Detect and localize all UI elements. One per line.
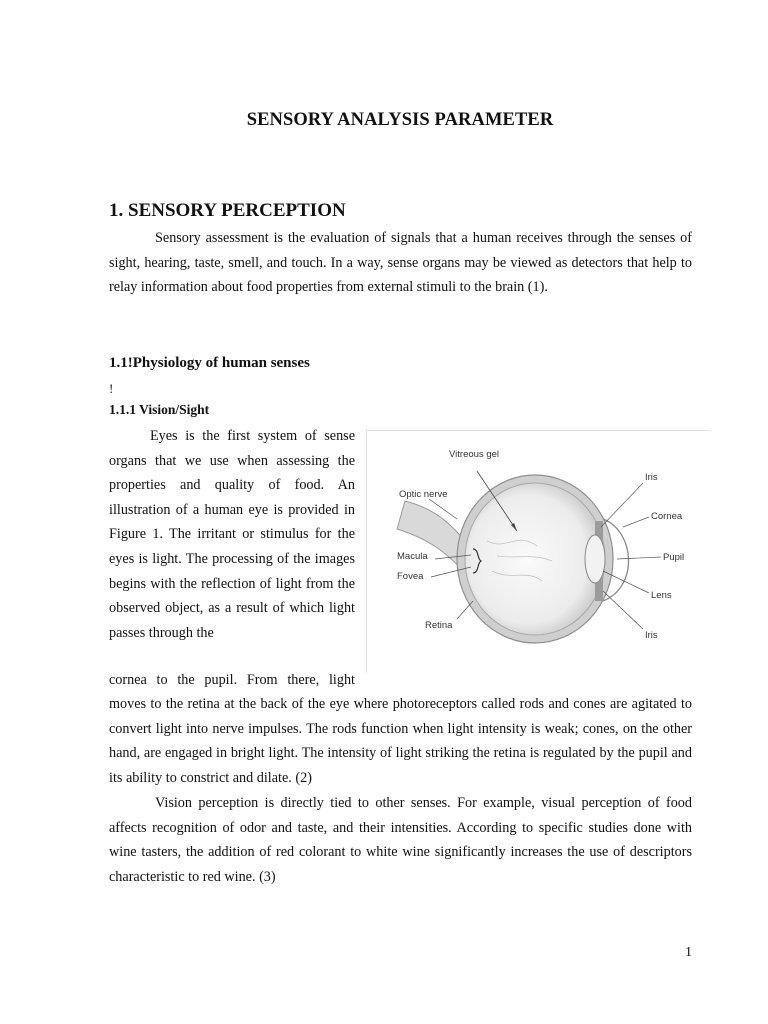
iris-top-pointer [601,483,643,527]
label-fovea: Fovea [397,571,424,582]
label-iris-bottom: Iris [645,630,658,641]
iris-bottom-pointer [603,591,643,629]
stray-mark: ! [109,381,114,396]
pupil-pointer [617,557,661,559]
label-iris-top: Iris [645,472,658,483]
intro-paragraph-text: Sensory assessment is the evaluation of signals that a human receives through the senses of sight, hearing, taste, smell, and touch. In a way, sense organs may be viewed as detectors that help to relay information about food properties from external stimuli to the brain (1). [109,230,692,296]
label-pupil: Pupil [663,552,685,563]
vision-wrap-continuation: cornea to the pupil. From there, light [109,672,355,688]
eye-diagram [367,431,711,673]
label-optic-nerve: Optic nerve [399,489,448,500]
page-number: 1 [685,945,692,960]
eye-diagram-figure [366,430,711,673]
cornea-pointer [623,517,649,527]
label-retina: Retina [425,620,453,631]
label-vitreous-gel: Vitreous gel [449,449,499,460]
section-heading-sensory-perception: 1. SENSORY PERCEPTION [109,200,346,221]
vision-paragraph-2 [109,791,692,889]
document-title: SENSORY ANALYSIS PARAMETER [246,110,554,130]
lens-shape [585,535,605,583]
subsubsection-heading-vision: 1.1.1 Vision/Sight [109,402,210,417]
vision-wrap-paragraph [109,424,355,645]
intro-paragraph [109,226,692,300]
label-cornea: Cornea [651,511,683,522]
subsection-heading-physiology: 1.1!Physiology of human senses [109,355,310,371]
retina-pointer [457,601,473,619]
vision-paragraph-rest: moves to the retina at the back of the eye where photoreceptors called rods and cones are agitated to convert light into nerve impulses. The rods function when light intensity is weak; cones, on the other hand, are engaged in bright light. The intensity of light striking the retina is regulated by the pupil and its ability to constrict and dilate. (2) [109,696,692,786]
vitreous-body-shape [465,483,605,635]
label-lens: Lens [651,590,672,601]
vision-paragraph-2-text: Vision perception is directly tied to other senses. For example, visual perception of food affects recognition of odor and taste, and their intensities. According to specific studies done with wine tasters, the addition of red colorant to white wine significantly increases the use of descriptors characteristic to red wine. (3) [109,795,692,885]
label-macula: Macula [397,551,428,562]
vision-wrap-text: Eyes is the first system of sense organs that we use when assessing the properties and quality of food. An illustration of a human eye is provided in Figure 1. The irritant or stimulus for the eyes is light. The processing of the images begins with the reflection of light from the observed object, as a result of which light passes through the [109,428,355,641]
